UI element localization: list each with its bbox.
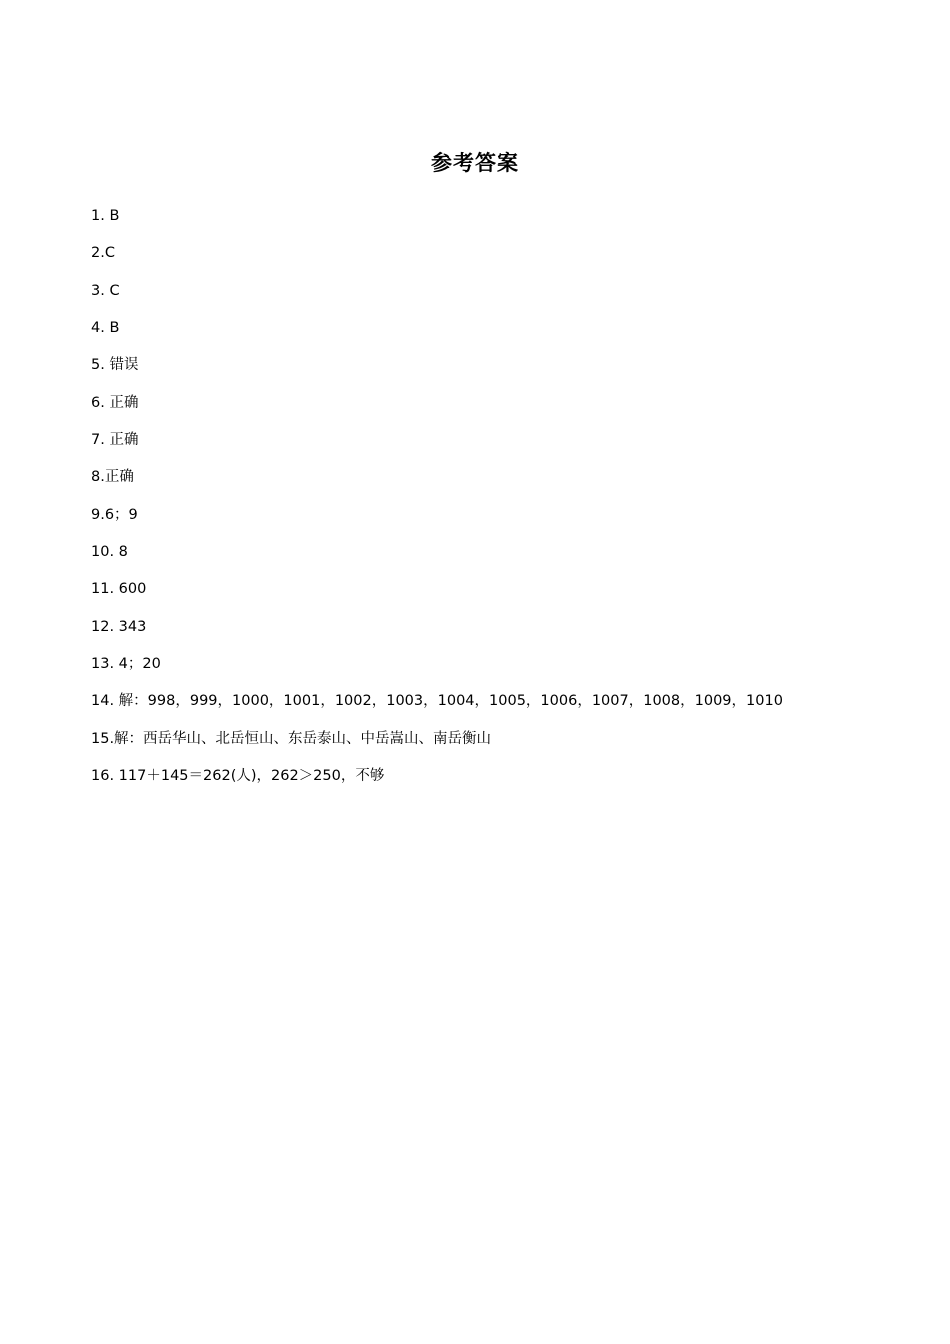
answer-item: 15.解：西岳华山、北岳恒山、东岳泰山、中岳嵩山、南岳衡山 [91,730,492,747]
answer-item: 8.正确 [91,469,134,486]
answer-item: 9.6；9 [91,506,138,523]
answer-item: 6. 正确 [91,394,139,411]
answer-item: 13. 4；20 [91,655,161,672]
answer-list [91,204,911,801]
answer-item: 16. 117＋145＝262(人)，262＞250，不够 [91,767,385,784]
answer-item: 11. 600 [91,581,147,598]
answer-item: 1. B [91,208,120,224]
answer-item: 14. 解：998，999，1000，1001，1002，1003，1004，1005，1006，1007，1008，1009，1010 [91,693,783,710]
answer-item: 3. C [91,282,120,299]
answer-item: 12. 343 [91,618,147,635]
page-title: 参考答案 [431,151,519,175]
answer-item: 7. 正确 [91,431,139,448]
answer-item: 4. B [91,319,120,336]
answer-item: 5. 错误 [91,357,139,374]
answer-item: 2.C [91,245,115,262]
answer-item: 10. 8 [91,543,128,560]
